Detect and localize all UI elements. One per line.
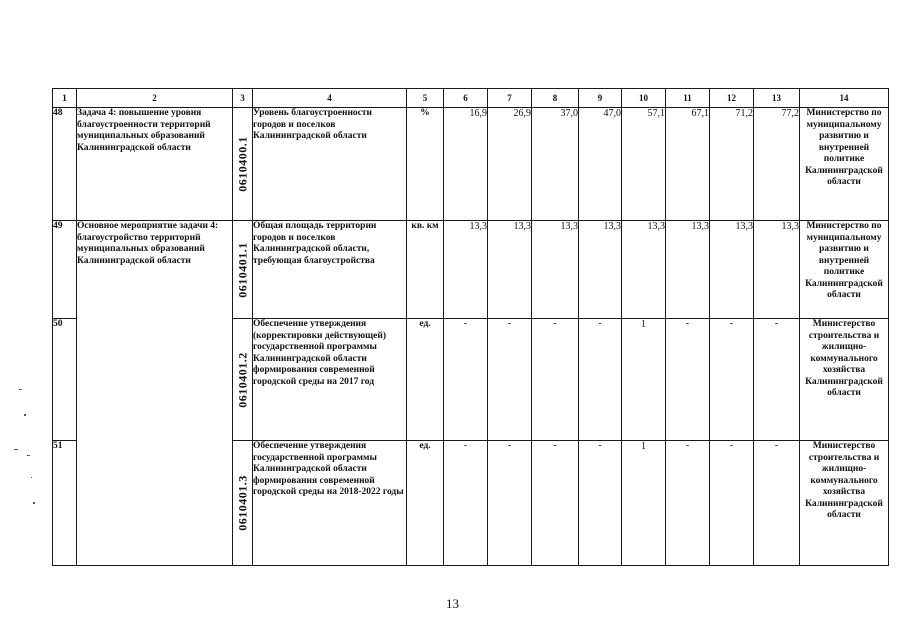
indicator-name: Обеспечение утверждения (корректировки действующей) государственной программы Калининградской области формирования современной городской среды на 2017 год [253, 319, 407, 441]
indicator-name: Уровень благоустроенности городов и поселков Калининградской области [253, 108, 407, 221]
value-cell: 67,1 [666, 108, 710, 221]
scan-speck [33, 502, 35, 504]
row-number: 51 [53, 441, 77, 566]
value-cell: - [666, 319, 710, 441]
value-cell: 13,3 [444, 221, 488, 319]
row-code-text: 0610401.1 [235, 241, 250, 298]
value-cell: 71,2 [710, 108, 754, 221]
value-cell: - [532, 441, 579, 566]
value-cell: 1 [622, 441, 666, 566]
row-number: 48 [53, 108, 77, 221]
value-cell: 13,3 [622, 221, 666, 319]
col-header-13: 13 [754, 89, 800, 108]
row-code [233, 221, 253, 319]
page-number: 13 [446, 596, 459, 611]
value-cell: 37,0 [532, 108, 579, 221]
col-header-8: 8 [532, 89, 579, 108]
col-header-3: 3 [233, 89, 253, 108]
value-cell: - [579, 441, 622, 566]
row-number: 50 [53, 319, 77, 441]
scan-speck [19, 389, 22, 390]
row-code-text: 0610400.1 [235, 136, 250, 192]
value-cell: - [579, 319, 622, 441]
value-cell: 47,0 [579, 108, 622, 221]
table-row [53, 221, 889, 319]
col-header-12: 12 [710, 89, 754, 108]
value-cell: 13,3 [666, 221, 710, 319]
value-cell: - [488, 319, 532, 441]
row-number: 49 [53, 221, 77, 319]
scan-speck [14, 449, 18, 450]
responsible-body: Министерство по муниципальному развитию и внутренней политике Калининградской области [800, 108, 889, 221]
col-header-14: 14 [800, 89, 889, 108]
unit: % [407, 108, 444, 221]
value-cell: - [710, 441, 754, 566]
responsible-body: Министерство строительства и жилищно-коммунального хозяйства Калининградской области [800, 319, 889, 441]
responsible-body: Министерство строительства и жилищно-коммунального хозяйства Калининградской области [800, 441, 889, 566]
header-row [53, 89, 889, 108]
indicator-name: Общая площадь территории городов и поселков Калининградской области, требующая благоустройства [253, 221, 407, 319]
unit: ед. [407, 441, 444, 566]
unit: ед. [407, 319, 444, 441]
scan-speck [31, 477, 32, 478]
value-cell: - [710, 319, 754, 441]
value-cell: 26,9 [488, 108, 532, 221]
value-cell: - [444, 441, 488, 566]
col-header-5: 5 [407, 89, 444, 108]
value-cell: 13,3 [710, 221, 754, 319]
row-code-text: 0610401.3 [235, 475, 250, 531]
col-header-6: 6 [444, 89, 488, 108]
row-code [233, 108, 253, 221]
value-cell: - [666, 441, 710, 566]
value-cell: 77,2 [754, 108, 800, 221]
col-header-4: 4 [253, 89, 407, 108]
value-cell: 1 [622, 319, 666, 441]
value-cell: 13,3 [754, 221, 800, 319]
scan-speck [27, 455, 30, 456]
value-cell: - [444, 319, 488, 441]
value-cell: 57,1 [622, 108, 666, 221]
value-cell: 16,9 [444, 108, 488, 221]
row-code [233, 441, 253, 566]
row-code-text: 0610401.2 [235, 351, 250, 408]
task-name: Основное мероприятие задачи 4: благоустройство территорий муниципальных образований Калининградской области [77, 221, 233, 566]
scan-speck [24, 414, 26, 416]
task-name: Задача 4: повышение уровня благоустроенности территорий муниципальных образований Калининградской области [77, 108, 233, 221]
col-header-10: 10 [622, 89, 666, 108]
value-cell: 13,3 [532, 221, 579, 319]
col-header-1: 1 [53, 89, 77, 108]
responsible-body: Министерство по муниципальному развитию и внутренней политике Калининградской области [800, 221, 889, 319]
table-row [53, 108, 889, 221]
value-cell: - [532, 319, 579, 441]
value-cell: - [488, 441, 532, 566]
row-code [233, 319, 253, 441]
value-cell: - [754, 319, 800, 441]
indicator-table [52, 88, 889, 566]
indicator-name: Обеспечение утверждения государственной программы Калининградской области формирования современной городской среды на 2018-2022 годы [253, 441, 407, 566]
value-cell: - [754, 441, 800, 566]
unit: кв. км [407, 221, 444, 319]
col-header-2: 2 [77, 89, 233, 108]
value-cell: 13,3 [579, 221, 622, 319]
value-cell: 13,3 [488, 221, 532, 319]
col-header-9: 9 [579, 89, 622, 108]
col-header-7: 7 [488, 89, 532, 108]
col-header-11: 11 [666, 89, 710, 108]
